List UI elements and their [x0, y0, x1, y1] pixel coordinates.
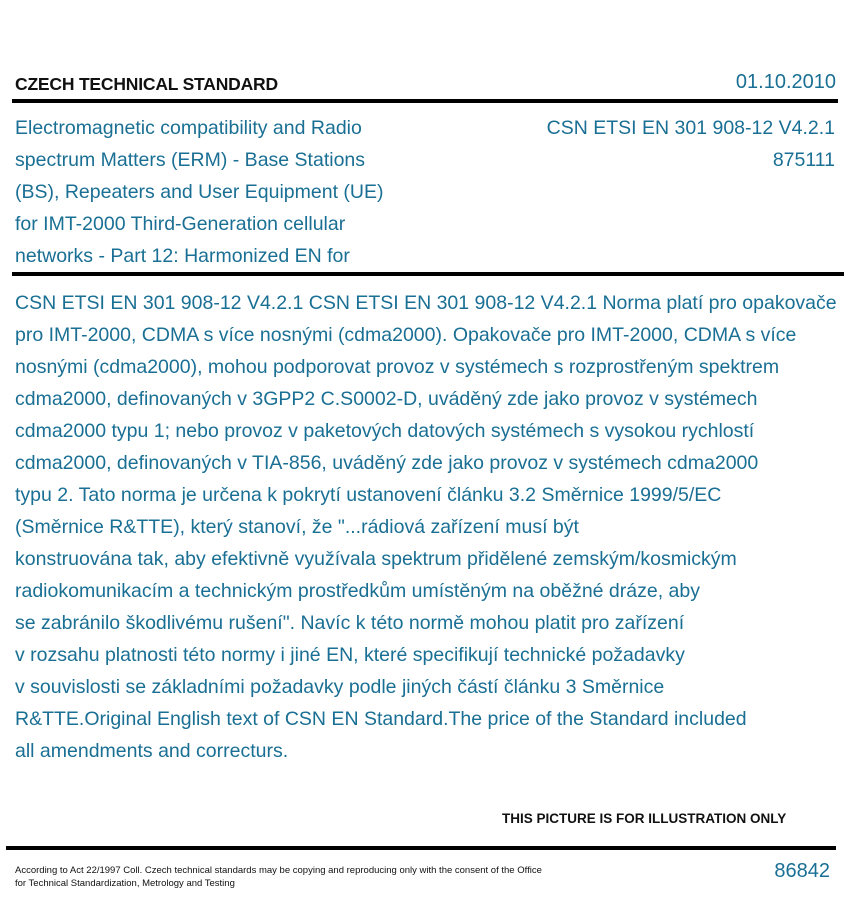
- body-line: cdma2000 typu 1; nebo provoz v paketových datových systémech s vysokou rychlostí: [15, 420, 755, 442]
- standard-title: [15, 112, 455, 272]
- standard-description: [15, 287, 865, 767]
- body-line: v rozsahu platnosti této normy i jiné EN, které specifikují technické požadavky: [15, 644, 685, 666]
- footer-divider: [6, 846, 836, 850]
- body-line: nosnými (cdma2000), mohou podporovat provoz v systémech s rozprostřeným spektrem: [15, 356, 780, 378]
- body-line: pro IMT-2000, CDMA s více nosnými (cdma2000). Opakovače pro IMT-2000, CDMA s více: [15, 324, 797, 346]
- body-line: CSN ETSI EN 301 908-12 V4.2.1 CSN ETSI EN 301 908-12 V4.2.1 Norma platí pro opakovače: [15, 292, 837, 314]
- copyright-notice: [15, 864, 615, 890]
- body-line: radiokomunikacím a technickým prostředkům umístěným na oběžné dráze, aby: [15, 580, 700, 602]
- standard-number: 875111: [772, 149, 835, 171]
- title-divider: [12, 272, 844, 276]
- body-line: v souvislosti se základními požadavky podle jiných částí článku 3 Směrnice: [15, 676, 665, 698]
- title-line: (BS), Repeaters and User Equipment (UE): [15, 181, 384, 203]
- document-header-title: CZECH TECHNICAL STANDARD: [15, 74, 278, 94]
- title-line: Electromagnetic compatibility and Radio: [15, 117, 362, 139]
- title-line: spectrum Matters (ERM) - Base Stations: [15, 149, 366, 171]
- publication-date: 01.10.2010: [735, 71, 836, 93]
- body-line: typu 2. Tato norma je určena k pokrytí ustanovení článku 3.2 Směrnice 1999/5/EC: [15, 484, 722, 506]
- illustration-notice: THIS PICTURE IS FOR ILLUSTRATION ONLY: [502, 811, 787, 826]
- body-line: cdma2000, definovaných v 3GPP2 C.S0002-D, uváděný zde jako provoz v systémech: [15, 388, 758, 410]
- footer-line: According to Act 22/1997 Coll. Czech technical standards may be copying and reproducing only with the consent of the Office: [15, 865, 542, 876]
- body-line: R&TTE.Original English text of CSN EN Standard.The price of the Standard included: [15, 708, 747, 730]
- standard-identifier: [547, 112, 835, 176]
- body-line: konstruována tak, aby efektivně využívala spektrum přidělené zemským/kosmickým: [15, 548, 737, 570]
- title-line: networks - Part 12: Harmonized EN for: [15, 245, 350, 267]
- body-line: se zabránilo škodlivému rušení". Navíc k této normě mohou platit pro zařízení: [15, 612, 685, 634]
- standard-code: CSN ETSI EN 301 908-12 V4.2.1: [546, 117, 835, 139]
- body-line: cdma2000, definovaných v TIA-856, uváděný zde jako provoz v systémech cdma2000: [15, 452, 759, 474]
- footer-code: 86842: [774, 860, 830, 882]
- body-line: all amendments and correcturs.: [15, 740, 289, 762]
- header-divider: [12, 99, 838, 103]
- title-line: for IMT-2000 Third-Generation cellular: [15, 213, 346, 235]
- footer-line: for Technical Standardization, Metrology and Testing: [15, 878, 235, 889]
- body-line: (Směrnice R&TTE), který stanoví, že "...rádiová zařízení musí být: [15, 516, 579, 538]
